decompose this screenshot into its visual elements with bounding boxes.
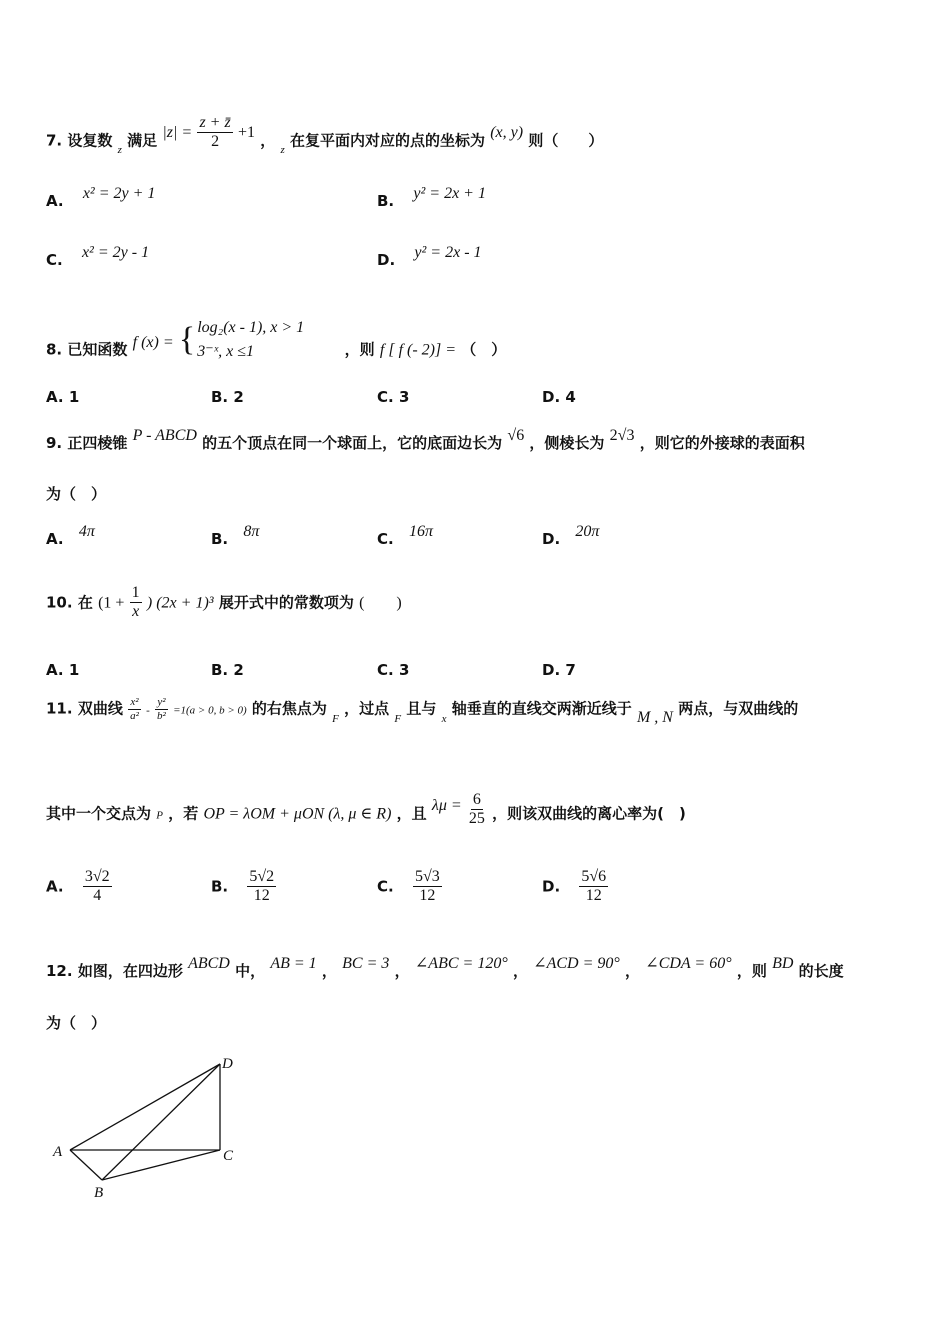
q9-option-c[interactable]: C. 16π: [377, 523, 433, 548]
q11-option-b[interactable]: B. $\frac{5√2}{12}$: [211, 868, 275, 905]
q11-stem: 11. 双曲线 $\frac{\text{x²}}{\text{a²}}$ - $\frac{\text{y²}}{\text{b²}}$ =1(a > 0, b > 0) 的右焦点为 $_F$ ，过点 $_F$ 且与 $_x$ 轴垂直的直线交两渐近线于 M , N 两点，与双曲线的: [46, 696, 799, 726]
q7-stem: 7. 设复数 $_z$ 满足 |z| = $\frac{z + z̄}{2}$ +1 ， $_z$ 在复平面内对应的点的坐标为 (x, y) 则（ ）: [46, 114, 604, 157]
q8-option-b[interactable]: B. 2: [211, 388, 244, 406]
q7-option-d[interactable]: D. y² = 2x - 1: [377, 244, 482, 269]
q11-stem-cont: 其中一个交点为 P ，若 OP = λOM + μON (λ, μ ∈ R) ，且 λμ = $\frac{6}{25}$ ，则该双曲线的离心率为( ): [46, 791, 686, 828]
q9-stem: 9. 正四棱锥 P - ABCD 的五个顶点在同一个球面上，它的底面边长为 √6 ，侧棱长为 2√3 ，则它的外接球的表面积: [46, 427, 805, 452]
segment-bc: [102, 1150, 220, 1180]
q7-option-a[interactable]: A. x² = 2y + 1: [46, 185, 156, 210]
q7-option-b[interactable]: B. y² = 2x + 1: [377, 185, 486, 210]
q11-frac-6-25: $\frac{6}{25}$: [468, 791, 485, 828]
q8-option-a[interactable]: A. 1: [46, 388, 80, 406]
q11-frac-y: $\frac{\text{y²}}{\text{b²}}$: [157, 696, 166, 722]
q8-piecewise: { log₂(x - 1), x > 1 3⁻ˣ, x ≤1: [178, 319, 305, 360]
q10-stem: 10. 在 (1 + $\frac{1}{x}$ ) (2x + 1)³ 展开式中的常数项为 ( ): [46, 584, 402, 621]
q11-option-d[interactable]: D. $\frac{5√6}{12}$: [542, 868, 607, 905]
q11-option-c[interactable]: C. $\frac{5√3}{12}$: [377, 868, 440, 905]
q11-frac-x: $\frac{\text{x²}}{\text{a²}}$: [130, 696, 139, 722]
q9-option-d[interactable]: D. 20π: [542, 523, 600, 548]
q10-fraction: $\frac{1}{x}$: [131, 584, 140, 621]
q9-stem-cont: 为（ ）: [46, 485, 107, 503]
q9-option-b[interactable]: B. 8π: [211, 523, 260, 548]
q10-option-d[interactable]: D. 7: [542, 661, 576, 679]
q10-option-b[interactable]: B. 2: [211, 661, 244, 679]
q7-fraction: $\frac{z + z̄}{2}$: [199, 114, 231, 151]
label-b: B: [94, 1185, 104, 1200]
q8-stem: 8. 已知函数 f (x) = { log₂(x - 1), x > 1 3⁻ˣ, x ≤1 ，则 f [ f (- 2)] = （ ）: [46, 326, 506, 374]
q8-option-c[interactable]: C. 3: [377, 388, 410, 406]
q10-option-c[interactable]: C. 3: [377, 661, 410, 679]
q10-option-a[interactable]: A. 1: [46, 661, 80, 679]
label-c: C: [223, 1148, 234, 1164]
q12-stem: 12. 如图，在四边形 ABCD 中， AB = 1 ， BC = 3 ， ∠ABC = 120° ， ∠ACD = 90° ， ∠CDA = 60° ，则 BD 的长度: [46, 955, 844, 980]
segment-ab: [70, 1150, 102, 1180]
q8-option-d[interactable]: D. 4: [542, 388, 576, 406]
label-d: D: [222, 1056, 233, 1072]
q7-option-c[interactable]: C. x² = 2y - 1: [46, 244, 150, 269]
q11-option-a[interactable]: A. $\frac{3√2}{4}$: [46, 868, 110, 905]
q9-option-a[interactable]: A. 4π: [46, 523, 95, 548]
label-a: A: [53, 1144, 63, 1160]
q12-stem-cont: 为（ ）: [46, 1014, 107, 1032]
q12-quadrilateral-figure: [50, 1050, 250, 1200]
